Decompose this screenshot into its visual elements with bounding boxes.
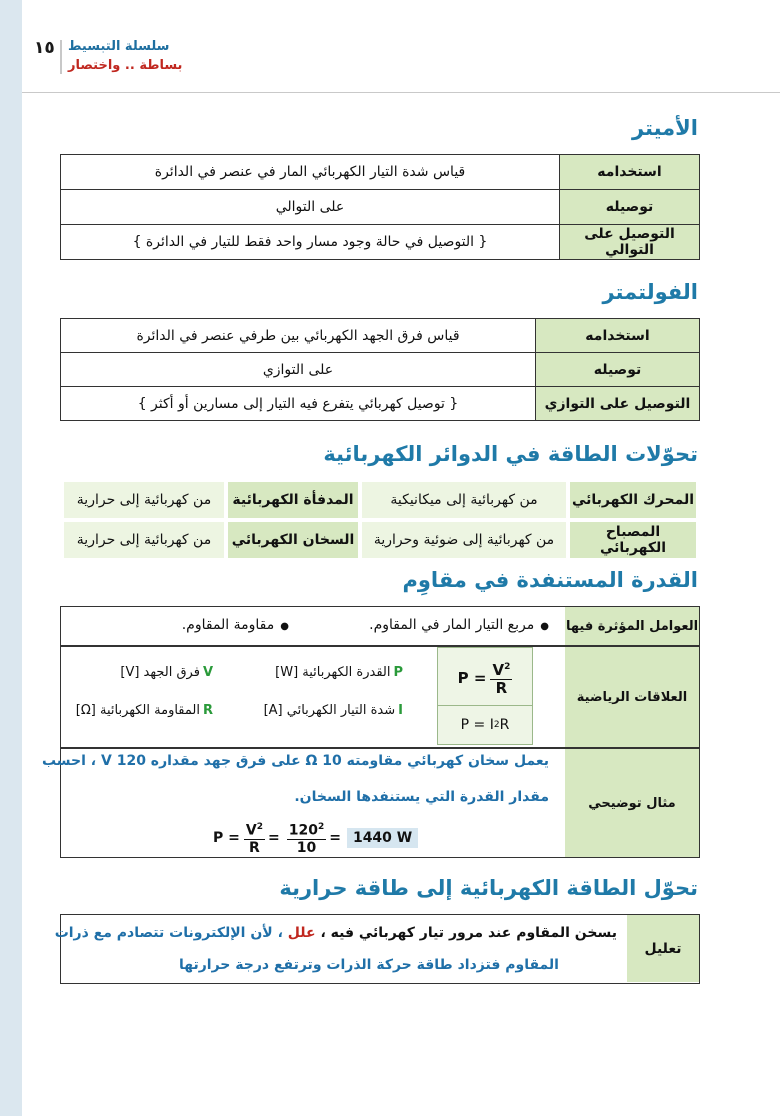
symbol-letter: V [202, 665, 213, 680]
row-divider [61, 645, 699, 647]
explanation-keyword: علل [287, 925, 316, 941]
calc-numerator: V [245, 822, 257, 839]
voltmeter-table [60, 318, 700, 421]
row-value: قياس شدة التيار الكهربائي المار في عنصر في الدائرة [61, 155, 560, 190]
table-row [61, 353, 700, 387]
row-label: التوصيل على التوازي [536, 387, 700, 421]
page-sidebar-strip [0, 0, 22, 1116]
power-title: القدرة المستنفدة في مقاوِم [402, 568, 698, 592]
device-name: السخان الكهربائي [228, 522, 358, 558]
row-label: توصيله [560, 190, 700, 225]
row-value: على التوازي [61, 353, 536, 387]
device-name: المصباح الكهربائي [570, 522, 696, 558]
symbol-text: شدة التيار الكهربائي [A] [263, 703, 396, 718]
formula-power-voltage [438, 654, 532, 702]
symbol-text: المقاومة الكهربائية [Ω] [75, 703, 200, 718]
factor-item [182, 617, 289, 633]
bullet-icon: ● [540, 621, 549, 632]
calc-denominator: R [249, 840, 260, 857]
factor-item [369, 617, 549, 633]
page-header [34, 36, 234, 80]
table-row [61, 225, 700, 260]
header-divider [60, 40, 62, 74]
calc-lhs: P = [213, 830, 240, 846]
page-number: ١٥ [34, 38, 55, 58]
relations-label: العلاقات الرياضية [565, 647, 699, 747]
row-value: قياس فرق الجهد الكهربائي بين طرفي عنصر في الدائرة [61, 319, 536, 353]
table-row [61, 190, 700, 225]
heat-title: تحوّل الطاقة الكهربائية إلى طاقة حرارية [279, 876, 698, 900]
row-value: على التوالي [61, 190, 560, 225]
formula-numerator: V [492, 661, 505, 679]
symbol-item [275, 665, 403, 680]
series-slogan: بساطة .. واختصار [68, 58, 183, 73]
heat-explanation-box [54, 914, 700, 984]
symbol-item [76, 703, 213, 718]
symbol-item [264, 703, 403, 718]
device-name: المحرك الكهربائي [570, 482, 696, 518]
fraction: $\frac{120^2}{10}$ [287, 819, 327, 858]
table-row [64, 482, 696, 518]
series-name: سلسلة التبسيط [68, 39, 170, 54]
calc-result: 1440 W [347, 828, 418, 848]
calc-denominator: 10 [296, 840, 317, 857]
power-table [41, 606, 700, 858]
factors-label: العوامل المؤثرة فيها [565, 607, 699, 645]
symbol-item [120, 665, 213, 680]
device-name: المدفأة الكهربائية [228, 482, 358, 518]
formula-lhs: P = [457, 669, 487, 687]
ammeter-title: الأميتر [631, 116, 698, 140]
row-value: { توصيل كهربائي يتفرع فيه التيار إلى مسارين أو أكثر } [61, 387, 536, 421]
fraction: $\frac{V^2}{R}$ [492, 661, 511, 697]
symbol-letter: R [202, 703, 213, 718]
energy-table [60, 478, 700, 562]
row-divider [61, 747, 699, 749]
table-row [61, 387, 700, 421]
energy-conversion: من كهربائية إلى ميكانيكية [362, 482, 566, 518]
explanation-start: يسخن المقاوم عند مرور تيار كهربائي فيه ، [320, 925, 617, 941]
row-value: { التوصيل في حالة وجود مسار واحد فقط للتيار في الدائرة } [61, 225, 560, 260]
row-label: التوصيل على التوالي [560, 225, 700, 260]
factor-text: مربع التيار المار في المقاوم. [369, 617, 535, 633]
row-label: استخدامه [536, 319, 700, 353]
formula-power-current: P = I 2 R [460, 717, 510, 733]
example-text-line2: مقدار القدرة التي يستنفدها السخان. [294, 789, 549, 805]
formula-divider [438, 705, 532, 706]
table-row [61, 319, 700, 353]
row-label: توصيله [536, 353, 700, 387]
symbol-letter: I [398, 703, 403, 718]
fraction: $\frac{V^2}{R}$ [244, 819, 265, 858]
ammeter-table [60, 154, 700, 260]
symbol-text: القدرة الكهربائية [W] [275, 665, 391, 680]
example-calculation: P = $\frac{V^2}{R}$ = $\frac{120^2}{10}$ = 1440 W [213, 821, 418, 855]
formula-lhs: P = I [460, 717, 494, 733]
explanation-line2: المقاوم فتزداد طاقة حركة الذرات وترتفع درجة حرارتها [178, 957, 559, 973]
explanation-line1 [55, 925, 617, 941]
table-row [61, 155, 700, 190]
example-text-line1: يعمل سخان كهربائي مقاومته Ω 10 على فرق جهد مقداره V 120 ، احسب [41, 753, 549, 769]
energy-conversion: من كهربائية إلى ضوئية وحرارية [362, 522, 566, 558]
row-label: استخدامه [560, 155, 700, 190]
calc-numerator: 120 [288, 822, 318, 839]
symbol-text: فرق الجهد [V] [120, 665, 200, 680]
energy-title: تحوّلات الطاقة في الدوائر الكهربائية [323, 442, 698, 466]
energy-conversion: من كهربائية إلى حرارية [64, 482, 224, 518]
voltmeter-title: الفولتمتر [602, 280, 698, 304]
explanation-reason: ، لأن الإلكترونات تتصادم مع ذرات [54, 925, 283, 941]
header-rule [22, 92, 780, 93]
bullet-icon: ● [280, 621, 289, 632]
formula-tail: R [499, 717, 510, 733]
table-row [64, 522, 696, 558]
factor-text: مقاومة المقاوم. [181, 617, 275, 633]
explanation-label: تعليل [627, 915, 699, 982]
energy-conversion: من كهربائية إلى حرارية [64, 522, 224, 558]
symbol-letter: P [393, 665, 403, 680]
formula-box [437, 647, 533, 745]
formula-denominator: R [495, 679, 508, 697]
example-label: مثال توضيحي [565, 749, 699, 857]
